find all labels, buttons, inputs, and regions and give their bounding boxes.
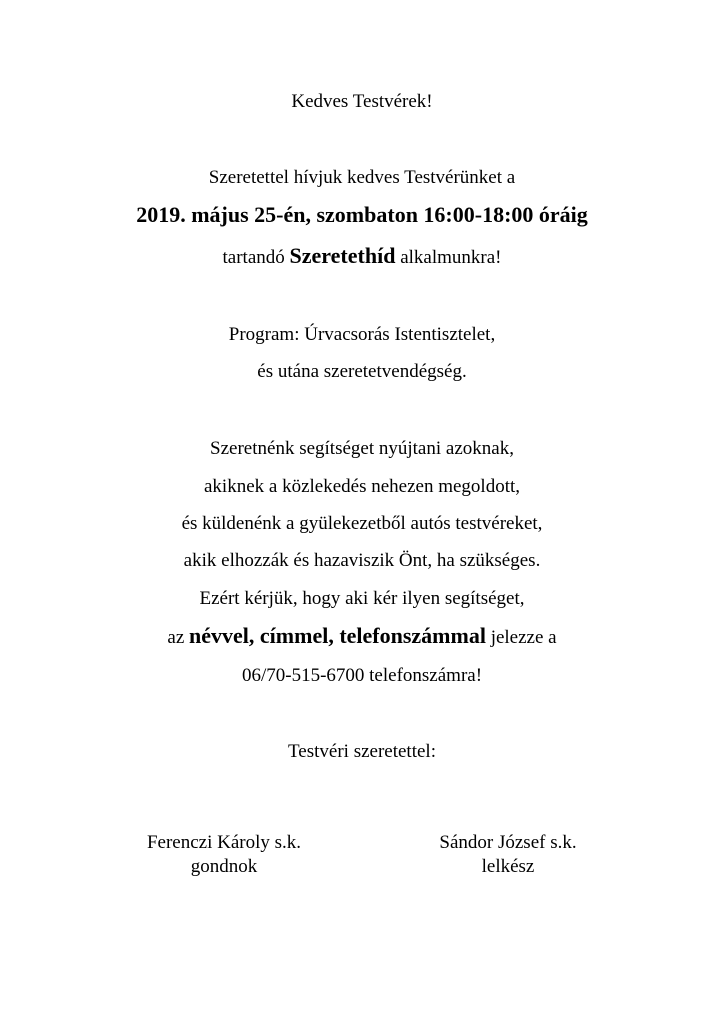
occasion-before: tartandó <box>222 247 290 268</box>
occasion-name: Szeretethíd <box>289 243 396 268</box>
event-date-line: 2019. május 25-én, szombaton 16:00-18:00 óráig <box>136 202 588 227</box>
closing: Testvéri szeretettel: <box>288 741 436 762</box>
greeting: Kedves Testvérek! <box>291 91 433 112</box>
signature-name: Ferenczi Károly s.k. <box>146 832 302 853</box>
signature-role: gondnok <box>190 856 258 877</box>
program-line: és utána szeretetvendégség. <box>257 361 467 382</box>
invite-line: Szeretettel hívjuk kedves Testvérünket a <box>208 167 516 188</box>
help-line: Ezért kérjük, hogy aki kér ilyen segítséget, <box>199 588 525 609</box>
program-line: Program: Úrvacsorás Istentisztelet, <box>228 324 496 345</box>
signature-caretaker <box>124 831 324 879</box>
help-line: akiknek a közlekedés nehezen megoldott, <box>203 476 520 497</box>
help-line: Szeretnénk segítséget nyújtani azoknak, <box>210 438 514 459</box>
occasion-after: alkalmunkra! <box>395 247 502 268</box>
contact-emphasis: névvel, címmel, telefonszámmal <box>189 623 486 648</box>
contact-after: jelezze a <box>485 627 557 648</box>
contact-before: az <box>167 627 190 648</box>
signature-pastor <box>408 831 608 879</box>
occasion-line <box>0 244 724 270</box>
help-line: és küldenénk a gyülekezetből autós testvéreket, <box>181 513 543 534</box>
help-line: akik elhozzák és hazaviszik Önt, ha szükséges. <box>183 550 541 571</box>
signature-name: Sándor József s.k. <box>439 832 577 853</box>
signature-role: lelkész <box>481 856 535 877</box>
contact-line <box>0 624 724 650</box>
phone-line: 06/70-515-6700 telefonszámra! <box>241 665 483 686</box>
